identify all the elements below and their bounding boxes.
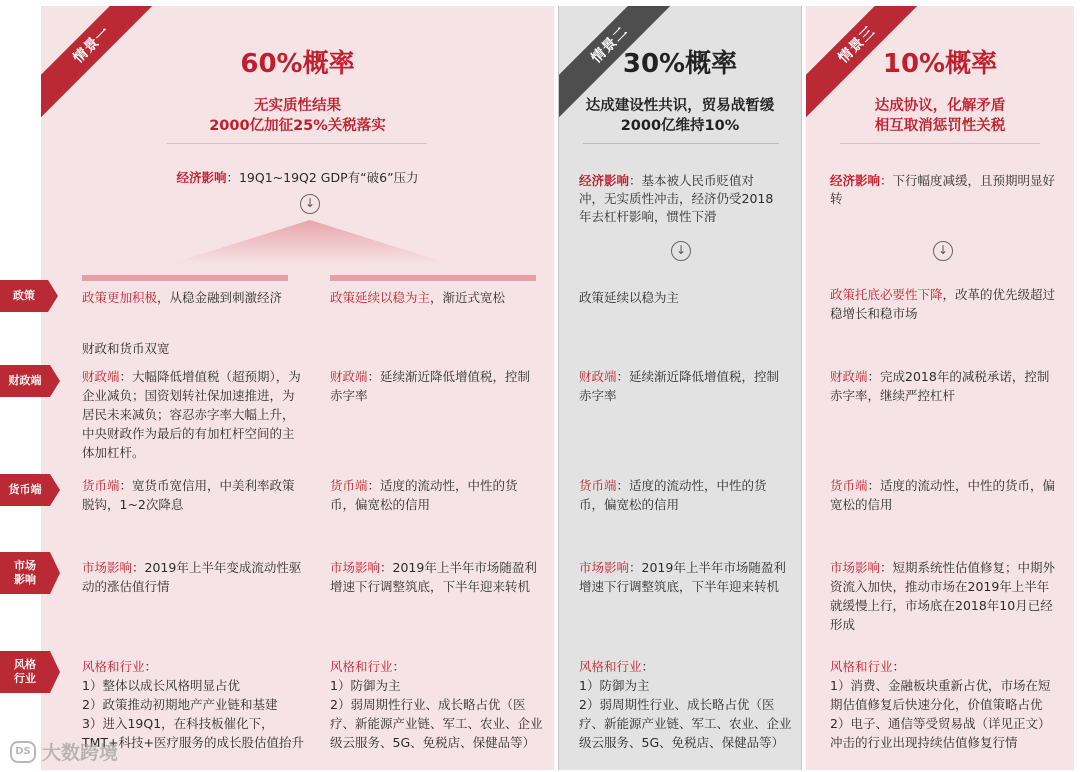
row-label-style-line1: 风格 — [14, 658, 36, 671]
scenario3-market-tag: 市场影响 — [830, 560, 881, 575]
row-label-fiscal — [0, 365, 50, 397]
watermark — [10, 738, 118, 765]
scenario2-style-colon: ： — [641, 659, 655, 674]
row-label-policy-text: 政策 — [13, 289, 35, 302]
arrow-down-icon: ↓ — [671, 241, 691, 261]
scenario3-fiscal-tag: 财政端 — [830, 369, 868, 384]
scenario1-right-policy — [330, 288, 550, 307]
scenario3-policy — [830, 285, 1056, 323]
arrow-down-icon: ↓ — [933, 241, 953, 261]
row-label-fiscal-text: 财政端 — [8, 374, 42, 387]
scenario3-style-heading — [830, 657, 1062, 676]
list-item: 1）防御为主 — [579, 678, 650, 693]
scenario3-fiscal-text: ：完成2018年的减税承诺，控制赤字率，继续严控杠杆 — [830, 369, 1050, 403]
scenario3-headline-line1: 达成协议，化解矛盾 — [874, 98, 1006, 114]
scenario1-right-market-tag: 市场影响 — [330, 560, 381, 575]
scenario1-left-style-heading — [82, 657, 314, 676]
scenario1-left-fiscal-tag: 财政端 — [82, 369, 120, 384]
scenario1-left-dual: 财政和货币双宽 — [82, 341, 170, 356]
watermark-text: 大数跨境 — [42, 742, 119, 764]
row-label-monetary-text: 货币端 — [8, 483, 42, 496]
scenario1-left-market-tag: 市场影响 — [82, 560, 133, 575]
scenario3-monetary-tag: 货币端 — [830, 478, 868, 493]
scenario1-right-fiscal-text: ：延续渐近降低增值税，控制赤字率 — [330, 369, 531, 403]
row-label-style — [0, 651, 50, 693]
scenario1-right-fiscal-tag: 财政端 — [330, 369, 368, 384]
row-label-market-line2: 影响 — [14, 573, 36, 586]
scenario2-market-text: ：2019年上半年市场随盈利增速下行调整筑底，下半年迎来转机 — [579, 560, 786, 594]
row-label-market-line1: 市场 — [14, 559, 36, 572]
scenario1-headline-line2: 2000亿加征25%关税落实 — [209, 118, 386, 134]
list-item: 1）整体以成长风格明显占优 — [82, 678, 240, 693]
scenario3-headline-line2: 相互取消惩罚性关税 — [874, 118, 1006, 134]
scenario1-ribbon: 情景一 — [41, 6, 170, 123]
scenario3-fiscal — [830, 367, 1054, 405]
list-item: 2）电子、通信等受贸易战（详见正文）冲击的行业出现持续估值修复行情 — [830, 716, 1051, 750]
scenario3-panel — [806, 6, 1074, 770]
list-item: 1）消费、金融板块重新占优，市场在短期估值修复后快速分化，价值策略占优 — [830, 678, 1051, 712]
scenario3-econ-label: 经济影响 — [830, 173, 881, 188]
brand-logo-icon: DS — [10, 741, 36, 763]
scenario1-left-market — [82, 558, 304, 596]
scenario3-ribbon: 情景三 — [806, 6, 935, 123]
list-item: 2）政策推动初期地产产业链和基建 — [82, 697, 278, 712]
scenario1-left-policy-tag: 政策更加积极 — [82, 290, 158, 305]
scenario1-right-policy-tag: 政策延续以稳为主 — [330, 290, 431, 305]
scenario1-left-monetary — [82, 476, 304, 514]
scenario1-panel — [41, 6, 554, 770]
scenario3-style-colon: ： — [892, 659, 906, 674]
scenario1-right-fiscal — [330, 367, 542, 405]
scenario1-right-style-colon: ： — [392, 659, 406, 674]
scenario1-econ-label: 经济影响 — [176, 170, 227, 185]
scenario1-left-monetary-tag: 货币端 — [82, 478, 120, 493]
scenario1-left-style-tag: 风格和行业 — [82, 659, 145, 674]
scenario2-style-tag: 风格和行业 — [579, 659, 642, 674]
scenario1-right-style-tag: 风格和行业 — [330, 659, 393, 674]
scenario3-headline — [806, 96, 1074, 136]
scenario1-right-monetary — [330, 476, 540, 514]
scenario1-econ — [41, 169, 554, 187]
scenario1-right-monetary-text: ：适度的流动性，中性的货币，偏宽松的信用 — [330, 478, 518, 512]
scenario2-style-heading — [579, 657, 797, 676]
scenario3-probability: 10%概率 — [882, 49, 998, 79]
scenario2-fiscal-tag: 财政端 — [579, 369, 617, 384]
scenario3-policy-text: ，改革的优先级超过稳增长和稳市场 — [830, 287, 1056, 321]
scenario1-left-policy-text: ，从稳金融到刺激经济 — [157, 290, 283, 305]
scenario1-left-style-colon: ： — [144, 659, 158, 674]
scenario2-econ-label: 经济影响 — [579, 173, 630, 188]
scenario1-right-monetary-tag: 货币端 — [330, 478, 368, 493]
scenario3-divider — [840, 143, 1040, 144]
scenario1-left-bar — [82, 275, 288, 281]
scenario1-left-policy — [82, 288, 302, 307]
scenario3-market — [830, 558, 1058, 634]
scenario2-policy: 政策延续以稳为主 — [579, 290, 680, 305]
list-item: 1）防御为主 — [330, 678, 401, 693]
row-label-market — [0, 552, 50, 594]
scenario2-panel — [558, 6, 802, 770]
scenario2-headline — [559, 96, 801, 136]
scenario1-econ-text: ：19Q1~19Q2 GDP有“破6”压力 — [226, 170, 419, 185]
scenario2-monetary — [579, 476, 785, 514]
scenario1-left-monetary-text: ：宽货币宽信用，中美利率政策脱钩，1~2次降息 — [82, 478, 295, 512]
row-label-style-line2: 行业 — [14, 672, 36, 685]
scenario1-right-style-heading — [330, 657, 548, 676]
split-triangle — [41, 220, 554, 270]
scenario1-left-fiscal-text: ：大幅降低增值税（超预期），为企业减负；国资划转社保加速推进，为居民未来减负；容忍赤字率大幅上升，中央财政作为最后的有加杠杆空间的主体加杠杆。 — [82, 369, 301, 460]
scenario1-probability: 60%概率 — [240, 49, 355, 79]
row-label-policy — [0, 280, 48, 312]
scenario1-headline-line1: 无实质性结果 — [254, 98, 341, 114]
arrow-down-icon: ↓ — [300, 194, 320, 214]
scenario2-market-tag: 市场影响 — [579, 560, 630, 575]
scenario2-econ — [579, 172, 779, 226]
scenario2-headline-line1: 达成建设性共识，贸易战暂缓 — [585, 98, 775, 114]
scenario3-style-tag: 风格和行业 — [830, 659, 893, 674]
scenario3-econ-text: ：下行幅度减缓，且预期明显好转 — [830, 173, 1056, 206]
scenario1-divider — [167, 143, 427, 144]
scenario3-style — [830, 657, 1062, 752]
scenario1-right-market — [330, 558, 546, 596]
scenario1-right-market-text: ：2019年上半年市场随盈利增速下行调整筑底，下半年迎来转机 — [330, 560, 537, 594]
scenario2-fiscal-text: ：延续渐近降低增值税，控制赤字率 — [579, 369, 780, 403]
scenario3-monetary-text: ：适度的流动性，中性的货币，偏宽松的信用 — [830, 478, 1056, 512]
scenario2-monetary-text: ：适度的流动性，中性的货币，偏宽松的信用 — [579, 478, 767, 512]
scenario2-market — [579, 558, 797, 596]
scenario2-monetary-tag: 货币端 — [579, 478, 617, 493]
list-item: 2）弱周期性行业、成长略占优（医疗、新能源产业链、军工、农业、企业级云服务、5G、免税店、保健品等） — [579, 697, 792, 750]
scenario3-econ — [830, 172, 1056, 208]
scenario2-fiscal — [579, 367, 791, 405]
scenario2-ribbon: 情景二 — [558, 6, 688, 123]
scenario2-style — [579, 657, 797, 752]
scenario2-headline-line2: 2000亿维持10% — [620, 118, 740, 134]
scenario3-policy-tag: 政策托底必要性下降 — [830, 287, 943, 302]
scenario2-probability: 30%概率 — [622, 49, 738, 79]
scenario2-econ-text: ：基本被人民币贬值对冲，无实质性冲击，经济仍受2018年去杠杆影响，惯性下滑 — [579, 173, 774, 224]
scenario1-right-bar — [330, 275, 536, 281]
scenario1-right-style — [330, 657, 548, 752]
list-item: 2）弱周期性行业、成长略占优（医疗、新能源产业链、军工、农业、企业级云服务、5G、免税店、保健品等） — [330, 697, 543, 750]
row-label-monetary — [0, 474, 50, 506]
scenario2-divider — [583, 143, 779, 144]
scenario1-headline — [41, 96, 554, 136]
scenario3-monetary — [830, 476, 1056, 514]
scenario1-right-policy-text: ，渐近式宽松 — [430, 290, 506, 305]
scenario1-left-market-text: ：2019年上半年变成流动性驱动的涨估值行情 — [82, 560, 302, 594]
scenario3-market-text: ：短期系统性估值修复；中期外资流入加快，推动市场在2019年上半年就缓慢上行，市场底在2018年10月已经形成 — [830, 560, 1056, 632]
scenario1-left-fiscal — [82, 367, 304, 462]
list-item: 3）进入19Q1，在科技板催化下，TMT+科技+医疗服务的成长股估值抬升 — [82, 716, 305, 750]
